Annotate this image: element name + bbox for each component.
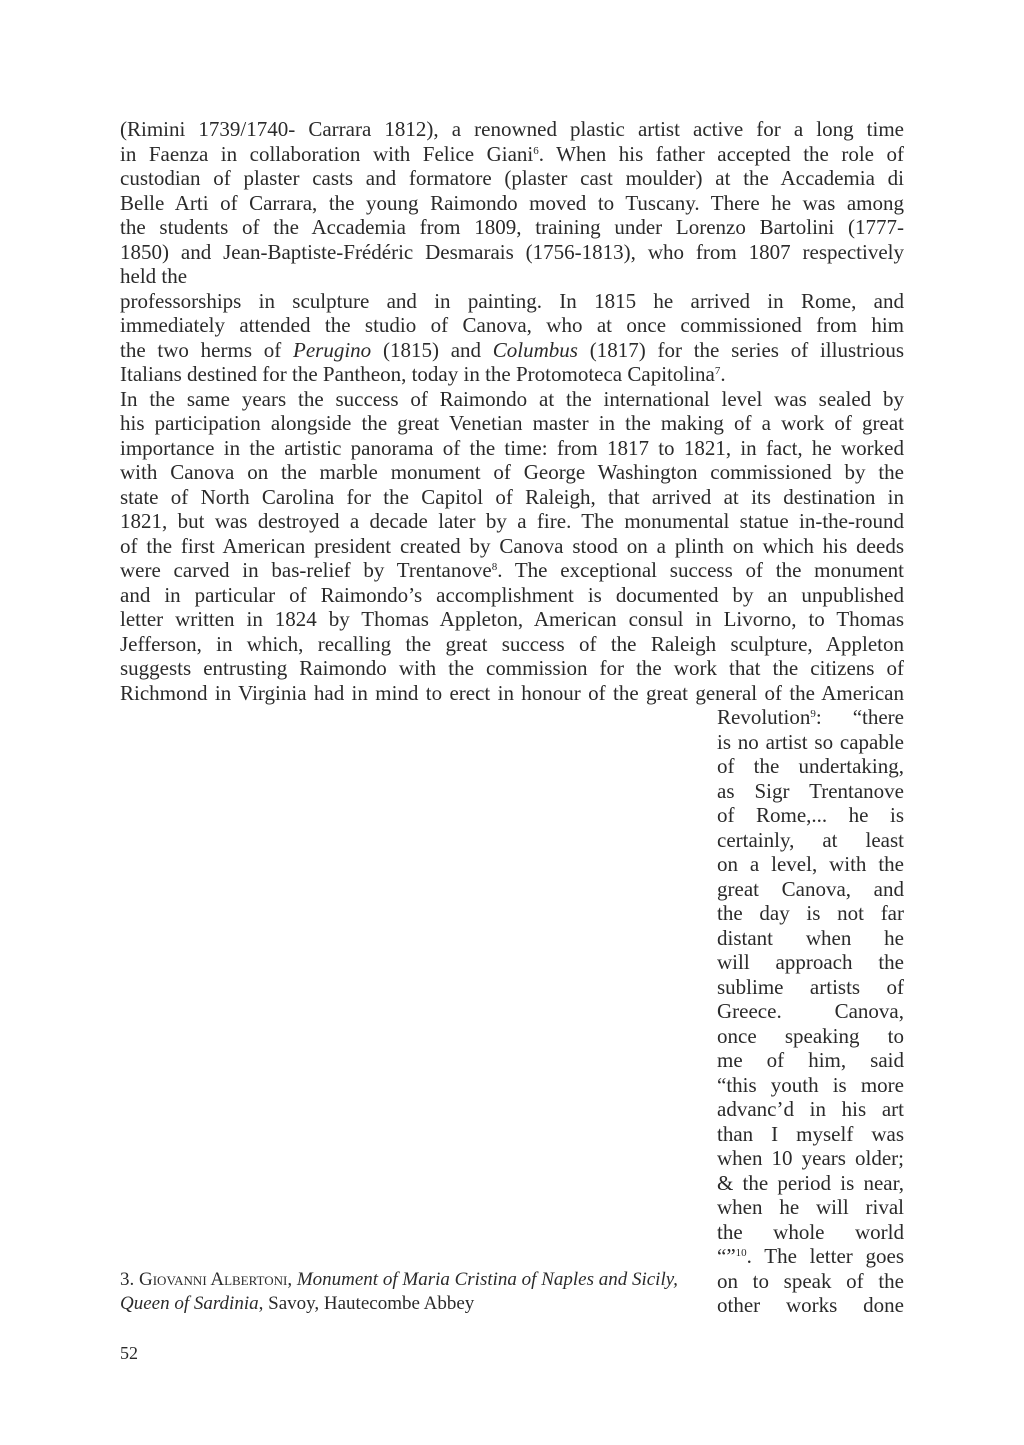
text-line <box>717 705 904 730</box>
footnote-ref[interactable]: 10 <box>735 1247 747 1259</box>
text-line: the day is not far <box>717 901 904 925</box>
text-fragment: (1817) for the series of illustrious <box>577 337 904 362</box>
text-line: Jefferson, in which, recalling the great success of the Raleigh sculpture, Appleton <box>120 631 904 656</box>
footnote-ref[interactable]: 7 <box>714 365 721 377</box>
text-line: of Rome,... he is <box>717 803 904 827</box>
artwork-location: , Savoy, Hautecombe Abbey <box>258 1293 475 1314</box>
text-line: 1850) and Jean-Baptiste-Frédéric Desmarais (1756-1813), who from 1807 respectively <box>120 239 904 264</box>
text-line: the whole world <box>717 1219 904 1244</box>
text-line: Greece. Canova, <box>717 999 904 1023</box>
text-line: is no artist so capable <box>717 729 904 754</box>
text-line: will approach the <box>717 950 904 974</box>
text-line <box>717 1244 904 1269</box>
text-fragment: , <box>287 1269 297 1290</box>
text-line: importance in the artistic panorama of the time: from 1817 to 1821, in fact, he worked <box>120 435 904 460</box>
text-line: the students of the Accademia from 1809, training under Lorenzo Bartolini (1777- <box>120 215 904 239</box>
text-line: me of him, said <box>717 1048 904 1072</box>
text-fragment: in Faenza in collaboration with Felice Giani <box>120 141 534 166</box>
text-line: great Canova, and <box>717 876 904 901</box>
text-line: of the first American president created by Canova stood on a plinth on which his deeds <box>120 533 904 558</box>
figure-caption <box>120 1268 705 1316</box>
body-text <box>120 117 904 705</box>
text-fragment: Italians destined for the Pantheon, today in the Protomoteca Capitolina <box>120 362 715 386</box>
text-line: custodian of plaster casts and formatore (plaster cast moulder) at the Accademia di <box>120 166 904 190</box>
footnote-ref[interactable]: 6 <box>533 144 539 157</box>
artwork-title: Monument of Maria Cristina of Naples and Sicily, Queen of Sardinia <box>120 1269 678 1314</box>
text-line: Belle Arti of Carrara, the young Raimondo moved to Tuscany. There he was among <box>120 190 904 215</box>
text-line <box>120 142 904 167</box>
text-fragment: . The exceptional success of the monument <box>497 558 904 582</box>
text-line: held the <box>120 264 188 288</box>
text-line: his participation alongside the great Venetian master in the making of a work of great <box>120 411 904 435</box>
text-line <box>120 338 904 363</box>
text-fragment: . <box>720 362 726 386</box>
text-line: 1821, but was destroyed a decade later by a fire. The monumental statue in-the-round <box>120 509 904 533</box>
text-line: & the period is near, <box>717 1170 904 1195</box>
artwork-title-perugino: Perugino <box>293 337 372 362</box>
text-line: state of North Carolina for the Capitol of Raleigh, that arrived at its destination in <box>120 484 904 509</box>
text-line: than I myself was <box>717 1121 904 1146</box>
text-line: In the same years the success of Raimondo at the international level was sealed by <box>120 386 904 411</box>
artwork-title-columbus: Columbus <box>492 337 578 362</box>
text-line: on a level, with the <box>717 852 904 876</box>
text-line: letter written in 1824 by Thomas Appleton, American consul in Livorno, to Thomas <box>120 607 904 631</box>
text-line: (Rimini 1739/1740- Carrara 1812), a renowned plastic artist active for a long time <box>120 117 904 141</box>
artist-name: Giovanni Albertoni <box>139 1269 288 1290</box>
text-line: professorships in sculpture and in painting. In 1815 he arrived in Rome, and <box>120 288 904 313</box>
text-line: suggests entrusting Raimondo with the commission for the work that the citizens of <box>120 656 904 680</box>
text-fragment: “” <box>717 1244 736 1268</box>
text-line: “this youth is more <box>717 1072 904 1097</box>
text-line: on to speak of the <box>717 1268 904 1293</box>
text-line: immediately attended the studio of Canova, who at once commissioned from him <box>120 313 904 337</box>
footnote-ref[interactable]: 9 <box>810 708 816 720</box>
text-fragment: Revolution <box>717 705 811 729</box>
text-line: with Canova on the marble monument of George Washington commissioned by the <box>120 460 904 484</box>
text-fragment: (1815) and <box>371 337 493 362</box>
text-line: certainly, at least <box>717 827 904 852</box>
text-line: distant when he <box>717 925 904 950</box>
text-line: once speaking to <box>717 1023 904 1048</box>
text-line <box>120 558 904 583</box>
text-line: advanc’d in his art <box>717 1097 904 1121</box>
text-fragment: : “there <box>815 705 904 729</box>
figure-number: 3. <box>120 1269 139 1290</box>
text-line: as Sigr Trentanove <box>717 778 904 803</box>
text-fragment: . The letter goes <box>746 1244 904 1268</box>
footnote-ref[interactable]: 8 <box>491 561 498 573</box>
text-line: of the undertaking, <box>717 754 904 778</box>
text-line: other works done <box>717 1293 904 1317</box>
right-column-text <box>717 705 904 1318</box>
page-number: 52 <box>120 1343 138 1363</box>
text-line: Richmond in Virginia had in mind to erect in honour of the great general of the American <box>120 680 904 705</box>
text-line: when he will rival <box>717 1195 904 1219</box>
text-fragment: . When his father accepted the role of <box>538 141 904 166</box>
text-line: sublime artists of <box>717 974 904 999</box>
text-line <box>120 362 904 387</box>
text-fragment: the two herms of <box>120 337 294 362</box>
text-line: and in particular of Raimondo’s accomplishment is documented by an unpublished <box>120 582 904 607</box>
text-line: when 10 years older; <box>717 1146 904 1170</box>
text-fragment: were carved in bas-relief by Trentanove <box>120 558 492 582</box>
